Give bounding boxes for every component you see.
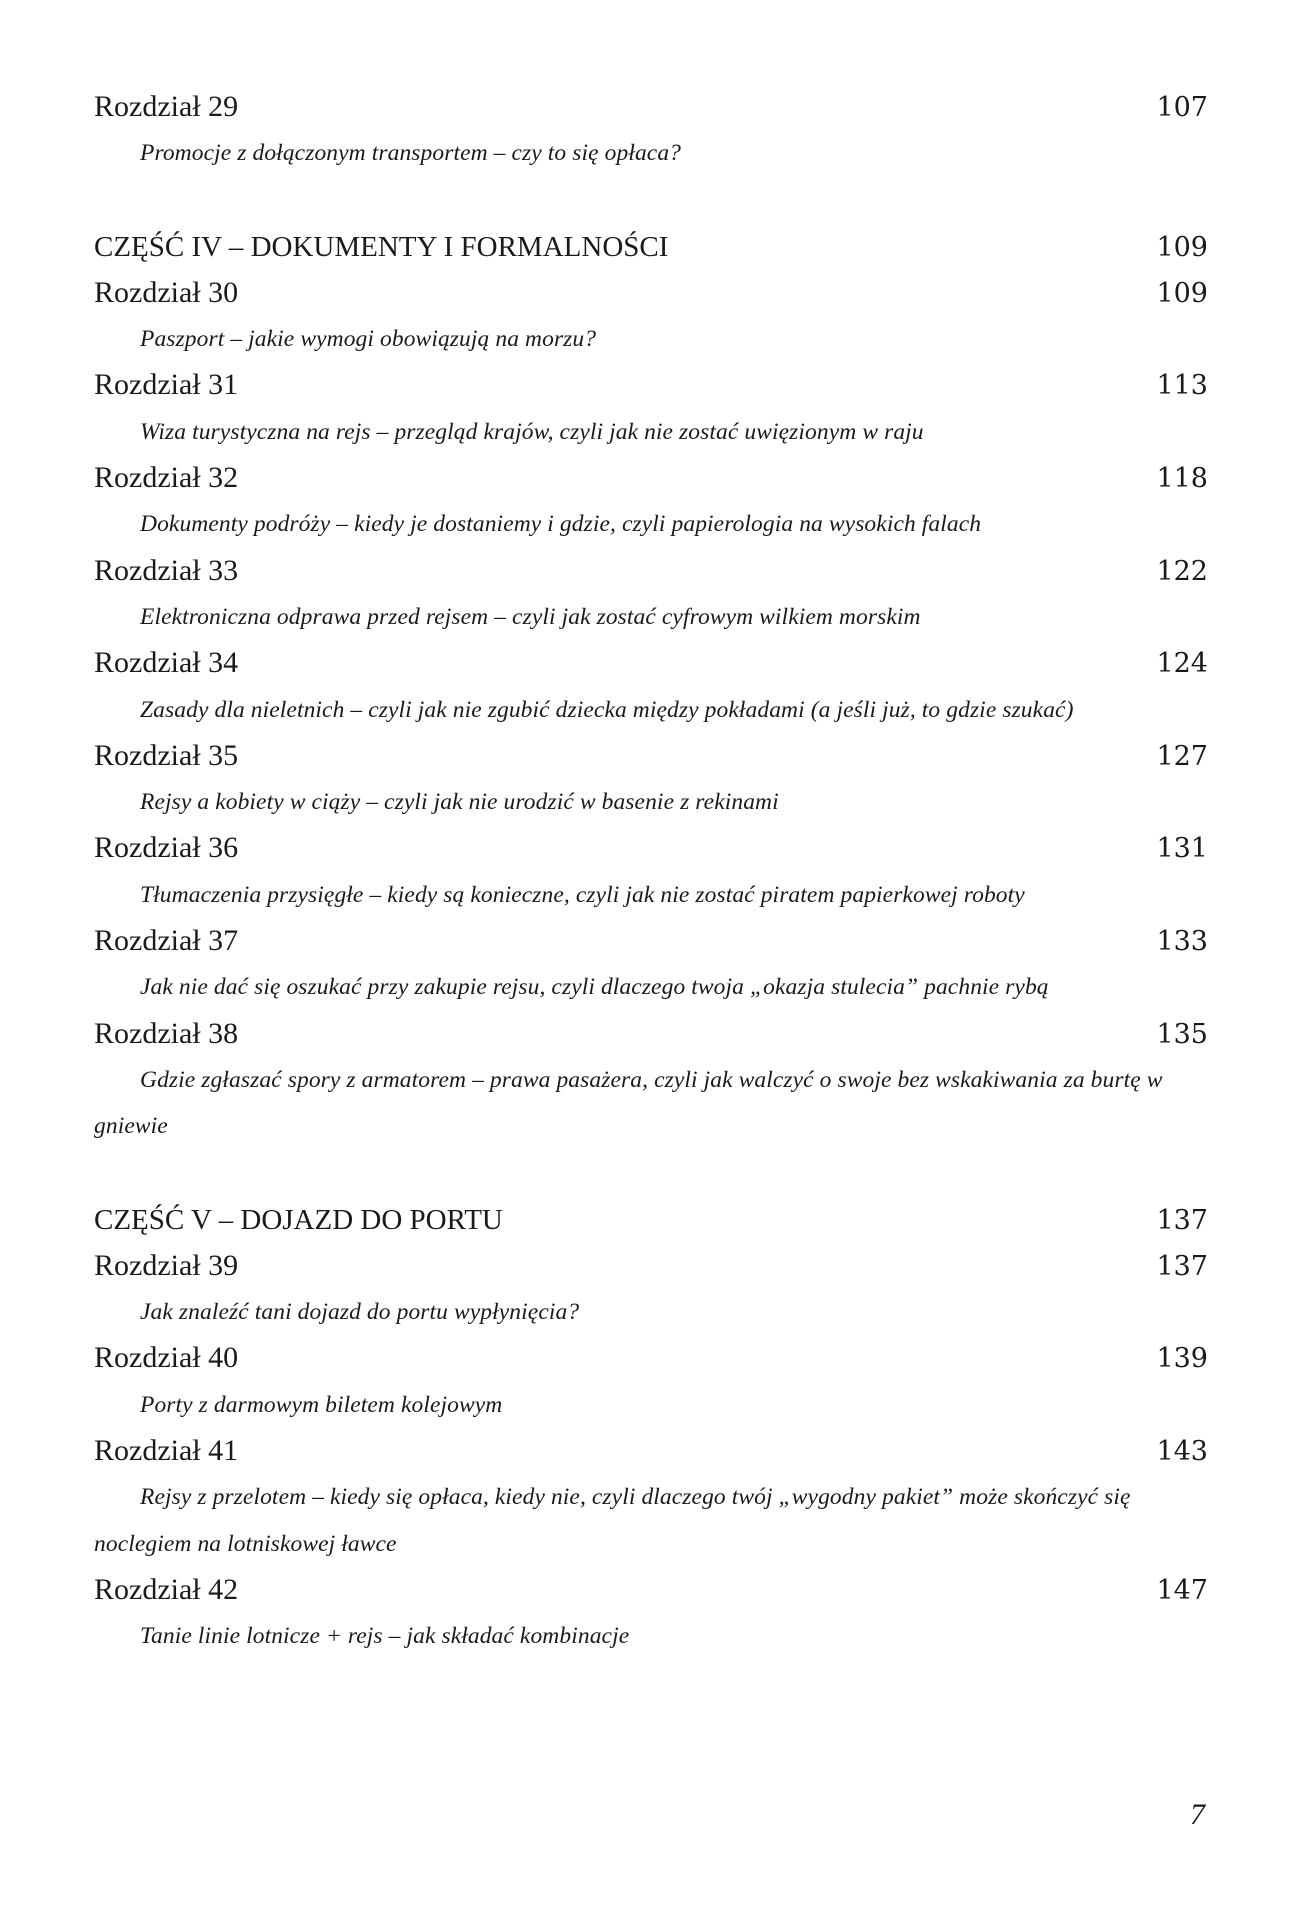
part-page-number: 137	[1156, 1204, 1208, 1236]
chapter-page-number: 107	[1156, 92, 1208, 123]
toc-chapter-row[interactable]	[94, 455, 1208, 501]
chapter-title: Rozdział 39	[94, 1248, 239, 1282]
chapter-subtitle: Dokumenty podróży – kiedy je dostaniemy i gdzie, czyli papierologia na wysokich falach	[140, 511, 982, 538]
chapter-title: Rozdział 32	[94, 461, 239, 495]
chapter-subtitle: Paszport – jakie wymogi obowiązują na morzu?	[140, 326, 597, 353]
chapter-page-number: 118	[1156, 463, 1208, 495]
chapter-title: Rozdział 33	[94, 553, 239, 587]
chapter-page-number: 143	[1156, 1436, 1208, 1468]
toc-chapter-row[interactable]	[94, 1011, 1208, 1057]
part-title: CZĘŚĆ V – DOJAZD DO PORTU	[94, 1203, 503, 1236]
chapter-subtitle: Jak znaleźć tani dojazd do portu wypłynięcia?	[140, 1299, 580, 1326]
toc-chapter-row[interactable]	[94, 362, 1208, 408]
chapter-title: Rozdział 42	[94, 1572, 239, 1606]
chapter-subtitle: Jak nie dać się oszukać przy zakupie rejsu, czyli dlaczego twoja „okazja stulecia” pachnie rybą	[140, 974, 1049, 1001]
chapter-title: Rozdział 34	[94, 646, 239, 680]
chapter-title: Rozdział 40	[94, 1341, 239, 1375]
part-page-number: 109	[1156, 231, 1208, 263]
chapter-title: Rozdział 37	[94, 924, 239, 958]
toc-chapter-row[interactable]	[94, 1335, 1208, 1381]
part-title: CZĘŚĆ IV – DOKUMENTY I FORMALNOŚCI	[94, 230, 669, 263]
table-of-contents	[94, 84, 1208, 1660]
chapter-subtitle: Porty z darmowym biletem kolejowym	[140, 1391, 503, 1418]
chapter-subtitle: Rejsy z przelotem – kiedy się opłaca, kiedy nie, czyli dlaczego twój „wygodny pakiet” może skończyć się noclegiem na lotniskowej ławce	[94, 1484, 1131, 1557]
toc-chapter-row[interactable]	[94, 1428, 1208, 1474]
toc-part-row[interactable]	[94, 1197, 1208, 1243]
chapter-page-number: 113	[1156, 370, 1208, 402]
chapter-page-number: 124	[1156, 648, 1208, 680]
chapter-title: Rozdział 29	[94, 90, 239, 123]
chapter-subtitle: Wiza turystyczna na rejs – przegląd krajów, czyli jak nie zostać uwięzionym w raju	[140, 418, 924, 445]
toc-chapter-row[interactable]	[94, 270, 1208, 316]
toc-chapter-row[interactable]	[94, 1567, 1208, 1613]
chapter-subtitle: Tłumaczenia przysięgłe – kiedy są konieczne, czyli jak nie zostać piratem papierkowej roboty	[140, 881, 1025, 908]
section-spacer	[94, 1150, 1208, 1197]
chapter-title: Rozdział 36	[94, 831, 239, 865]
toc-chapter-row[interactable]	[94, 640, 1208, 686]
chapter-subtitle: Zasady dla nieletnich – czyli jak nie zgubić dziecka między pokładami (a jeśli już, to gdzie szukać)	[140, 696, 1074, 723]
chapter-page-number: 137	[1156, 1250, 1208, 1282]
chapter-page-number: 122	[1156, 555, 1208, 587]
chapter-title: Rozdział 35	[94, 738, 239, 772]
chapter-title: Rozdział 38	[94, 1016, 239, 1050]
toc-chapter-row[interactable]	[94, 1243, 1208, 1289]
chapter-page-number: 133	[1156, 926, 1208, 958]
chapter-subtitle: Elektroniczna odprawa przed rejsem – czyli jak zostać cyfrowym wilkiem morskim	[140, 603, 921, 630]
chapter-page-number: 109	[1156, 277, 1208, 309]
chapter-page-number: 135	[1156, 1018, 1208, 1050]
toc-chapter-row[interactable]	[94, 548, 1208, 594]
toc-part-row[interactable]	[94, 224, 1208, 270]
toc-chapter-row[interactable]	[94, 825, 1208, 871]
chapter-subtitle: Gdzie zgłaszać spory z armatorem – prawa pasażera, czyli jak walczyć o swoje bez wskakiwania za burtę w gniewie	[94, 1066, 1163, 1140]
chapter-title: Rozdział 31	[94, 368, 239, 402]
toc-chapter-row[interactable]	[94, 84, 1208, 130]
toc-chapter-row[interactable]	[94, 733, 1208, 779]
chapter-title: Rozdział 30	[94, 275, 239, 309]
toc-chapter-row[interactable]	[94, 918, 1208, 964]
section-spacer	[94, 177, 1208, 224]
chapter-subtitle: Tanie linie lotnicze + rejs – jak składać kombinacje	[140, 1623, 630, 1650]
chapter-page-number: 127	[1156, 740, 1208, 772]
chapter-title: Rozdział 41	[94, 1434, 239, 1468]
chapter-page-number: 147	[1156, 1574, 1208, 1606]
chapter-page-number: 139	[1156, 1343, 1208, 1375]
chapter-page-number: 131	[1156, 833, 1208, 865]
page-number-footer: 7	[1190, 1798, 1205, 1831]
chapter-subtitle: Promocje z dołączonym transportem – czy to się opłaca?	[140, 140, 682, 167]
chapter-subtitle: Rejsy a kobiety w ciąży – czyli jak nie urodzić w basenie z rekinami	[140, 789, 779, 816]
